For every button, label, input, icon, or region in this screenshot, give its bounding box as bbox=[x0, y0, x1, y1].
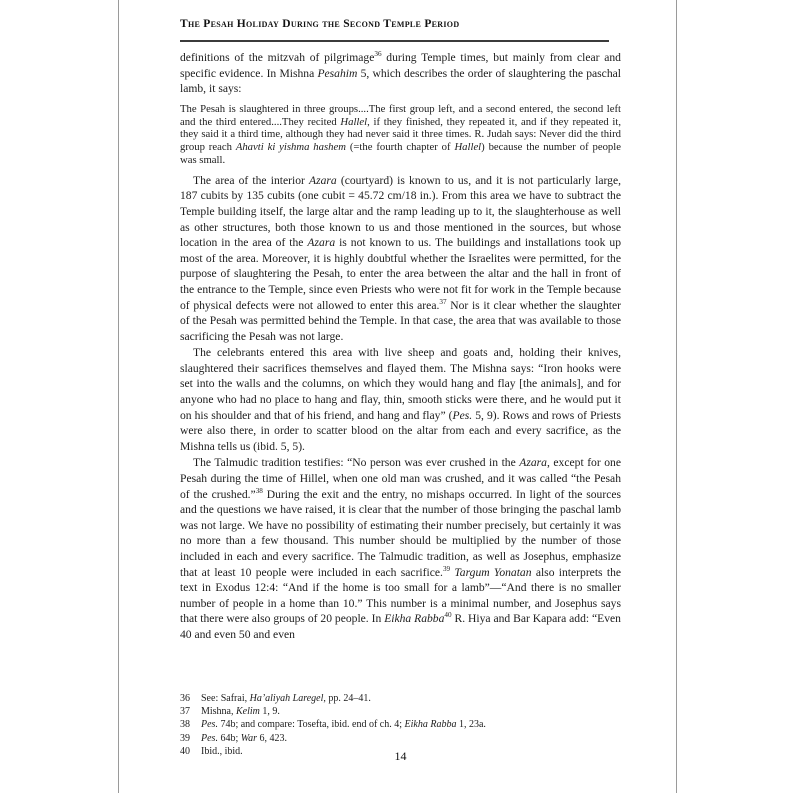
footnote-text: Pes. 74b; and compare: Tosefta, ibid. end of ch. 4; Eikha Rabba 1, 23a. bbox=[201, 719, 486, 731]
text-column bbox=[180, 0, 621, 643]
footnote-reference: 37 bbox=[439, 297, 447, 306]
footnote-reference: 36 bbox=[374, 50, 382, 59]
running-head: The Pesah Holiday During the Second Temple Period bbox=[180, 18, 460, 30]
footnote-reference: 39 bbox=[442, 564, 451, 573]
footnote-reference: 40 bbox=[444, 611, 452, 620]
footnote-number: 39 bbox=[180, 732, 190, 744]
footnote bbox=[180, 692, 630, 705]
footnote-number: 40 bbox=[180, 745, 190, 757]
footnote bbox=[180, 732, 630, 745]
footnote-text: See: Safrai, Ha’aliyah Laregel, pp. 24–41. bbox=[201, 693, 371, 704]
footnote-text: Pes. 64b; War 6, 423. bbox=[201, 732, 288, 744]
footnote-reference: 38 bbox=[255, 486, 263, 495]
book-page bbox=[118, 0, 677, 793]
footnote-number: 36 bbox=[180, 693, 190, 704]
body-text bbox=[180, 50, 621, 643]
footnote bbox=[180, 718, 630, 731]
page-number: 14 bbox=[394, 749, 407, 763]
header-rule bbox=[180, 40, 609, 42]
paragraph: The celebrants entered this area with live sheep and goats and, holding their knives, slaughtered their sacrifices themselves and flayed them. The Mishna says: “Iron hooks were set into the walls and the columns, on which they would hang and flay [the animals], and for anyone who had no place to hang and flay, thin, smooth sticks were there, and he would put it on his shoulder and that of his friend, and hang and flay” (Pes. 5, 9). Rows and rows of Priests were also there, in order to scatter blood on the altar from each and every sacrifice, as the Mishna tells us (ibid. 5, 5). bbox=[180, 346, 621, 453]
block-quote: The Pesah is slaughtered in three groups....The first group left, and a second entered, the second left and the third entered....They recited Hallel, if they finished, they repeated it, and if they repeated it, they said it a third time, although they had never said it three times. R. Judah says: Never did the third group reach Ahavti ki yishma hashem (=the fourth chapter of Hallel) because the number of people was small. bbox=[180, 102, 621, 166]
paragraph: definitions of the mitzvah of pilgrimage$^{36}$ during Temple times, but mainly from clear and specific evidence. In Mishna Pesahim 5, which describes the order of slaughtering the paschal lamb, it says: bbox=[180, 50, 621, 96]
paragraph: The area of the interior Azara (courtyard) is known to us, and it is not particularly large, 187 cubits by 135 cubits (one cubit = 45.72 cm/18 in.). From this area we have to subtract the Temple building itself, the large altar and the ramp leading up to it, the slaughterhouse as well as other structures, both those known to us and those mentioned in the sources, but whose location in the area of the Azara is not known to us. The buildings and installations took up most of the area. Moreover, it is highly doubtful whether the Israelites were permitted, for the purpose of slaughtering the Pesah, to enter the area between the altar and the hall in front of the entrance to the Temple, since even Priests who were not fit for work in the Temple because of physical defects were not allowed to enter this area.$^{37}$ Nor is it clear whether the slaughter of the Pesah was permitted behind the Temple. In that case, the area that was available to those sacrificing the Pesah was not large. bbox=[180, 173, 622, 343]
footnote bbox=[180, 705, 630, 718]
footnote-text: Mishna, Kelim 1, 9. bbox=[201, 706, 280, 718]
footnote-number: 37 bbox=[180, 706, 190, 718]
footnote-text: Ibid., ibid. bbox=[201, 745, 243, 757]
paragraph: The Talmudic tradition testifies: “No person was ever crushed in the Azara, except for one Pesah during the time of Hillel, when one old man was crushed, and it was called “the Pesah of the crushed.”$^{38}$ During the exit and the entry, no mishaps occurred. In light of the sources and the questions we have raised, it is clear that the number of those bringing the paschal lamb was not large. We have no possibility of estimating their number precisely, but certainly it was no more than a few thousand. This number should be multiplied by the number of those included in each and every sacrifice. The Talmudic tradition, as well as Josephus, emphasize that at least 10 people were included in each sacrifice.$^{39}$ Targum Yonatan also interprets the text in Exodus 12:4: “And if the home is too small for a lamb”—“And there is no smaller number of people in a home than 10.” This number is a minimal number, and Josephus says that there were also groups of 20 people. In Eikha Rabba$^{40}$ R. Hiya and Bar Kapara add: “Even 40 and even 50 and even bbox=[180, 456, 622, 641]
footnote-number: 38 bbox=[180, 719, 190, 731]
